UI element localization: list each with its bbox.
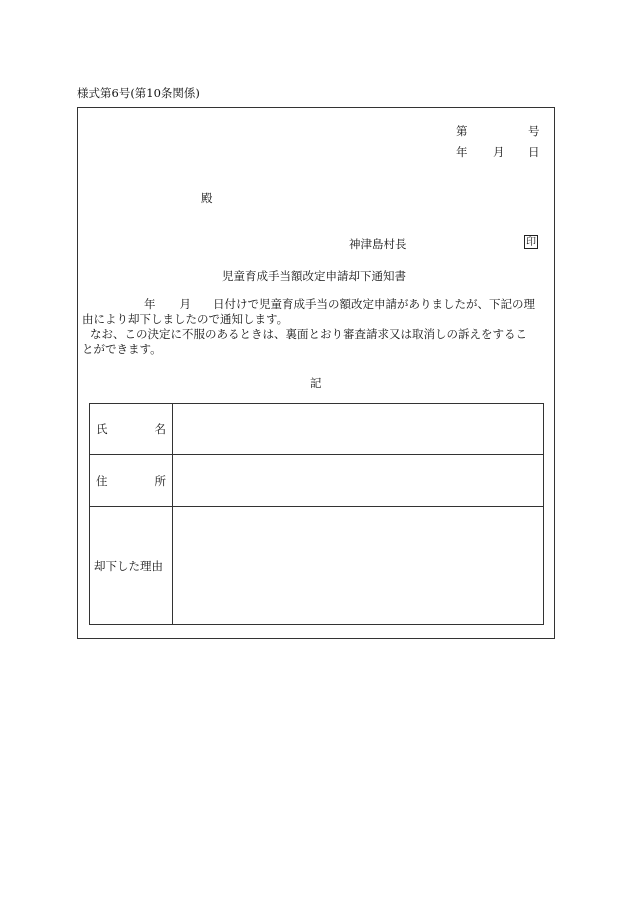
number-suffix: 号 bbox=[528, 124, 540, 138]
date-day: 日 bbox=[528, 145, 540, 159]
reason-value-cell bbox=[173, 507, 544, 625]
issuer-name: 神津島村長 bbox=[349, 237, 407, 251]
table-row-reason bbox=[90, 507, 544, 625]
address-label-2: 所 bbox=[154, 473, 166, 488]
body-line-1 bbox=[82, 297, 552, 312]
ki-mark: 記 bbox=[310, 376, 322, 390]
date-year: 年 bbox=[456, 145, 468, 159]
body-line-1-rest: 日付けで児童育成手当の額改定申請がありましたが、下記の理 bbox=[213, 297, 535, 311]
date-month: 月 bbox=[493, 145, 505, 159]
address-value-cell bbox=[173, 455, 544, 507]
detail-table bbox=[89, 403, 544, 625]
table-row-name bbox=[90, 404, 544, 455]
table-row-address bbox=[90, 455, 544, 507]
name-value-cell bbox=[173, 404, 544, 455]
reason-label-cell bbox=[90, 507, 173, 625]
body-line-3: なお、この決定に不服のあるときは、裏面とおり審査請求又は取消しの訴えをするこ bbox=[90, 327, 527, 341]
number-prefix: 第 bbox=[456, 124, 468, 138]
address-label-cell bbox=[90, 455, 173, 507]
body-line-4: とができます。 bbox=[82, 342, 162, 356]
address-label-1: 住 bbox=[96, 473, 108, 488]
name-label-cell bbox=[90, 404, 173, 455]
document-title: 児童育成手当額改定申請却下通知書 bbox=[222, 269, 406, 283]
body-line-2: 由により却下しましたので通知します。 bbox=[82, 312, 289, 326]
body-paragraph bbox=[82, 297, 552, 357]
name-label-1: 氏 bbox=[96, 422, 108, 436]
reason-label: 却下した理由 bbox=[94, 558, 163, 573]
seal-mark: 印 bbox=[526, 237, 536, 248]
body-year: 年 bbox=[144, 297, 156, 311]
addressee-suffix: 殿 bbox=[201, 191, 213, 205]
name-label-2: 名 bbox=[154, 422, 166, 436]
form-label: 様式第6号(第10条関係) bbox=[77, 86, 200, 100]
body-month: 月 bbox=[179, 297, 191, 311]
